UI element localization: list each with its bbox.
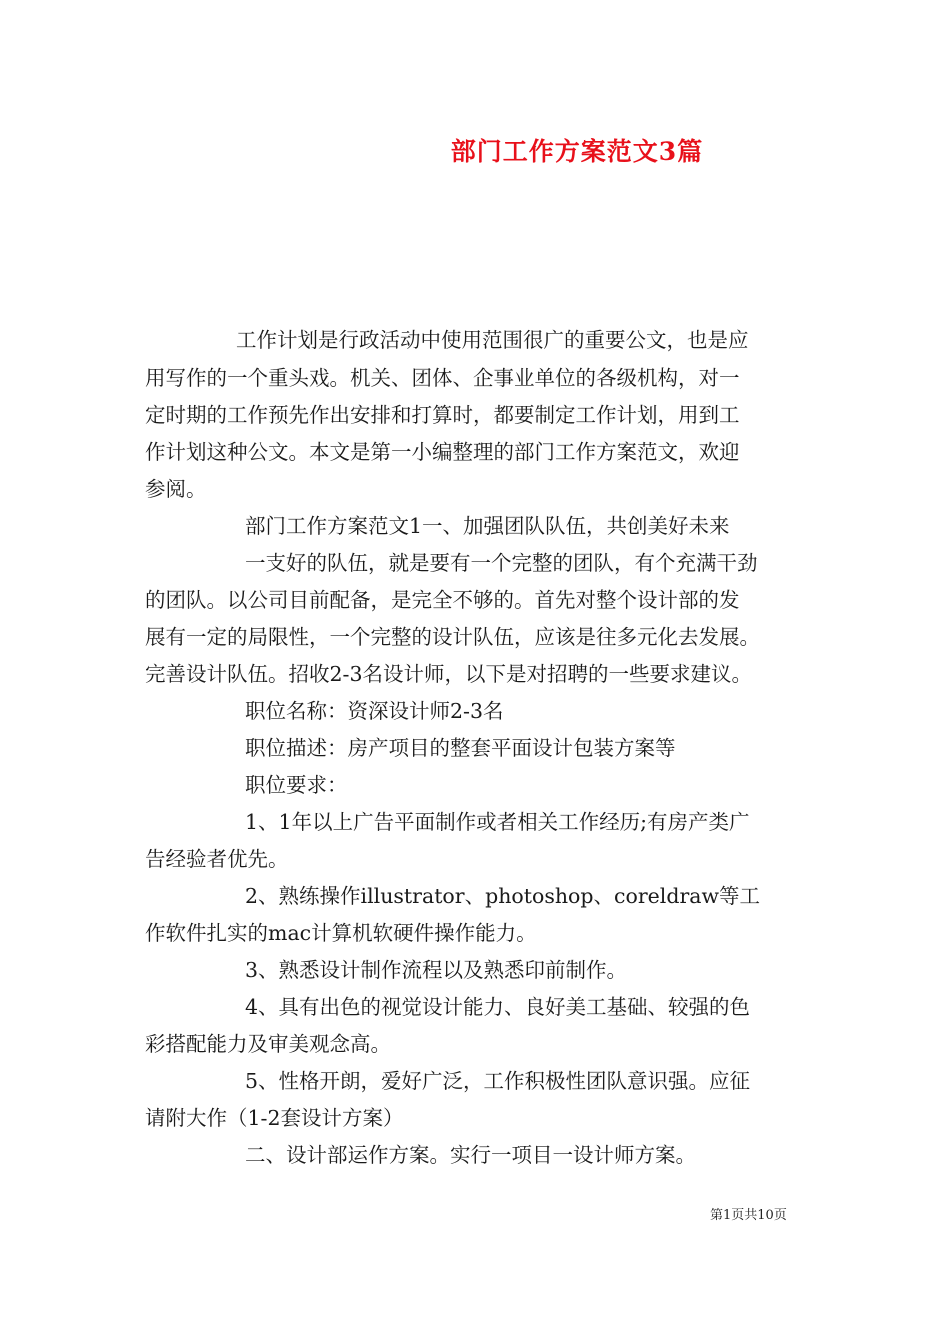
requirement-4-line-1: 4、具有出色的视觉设计能力、良好美工基础、较强的色 bbox=[245, 995, 751, 1019]
requirement-2-line-1: 2、熟练操作illustrator、photoshop、coreldraw等工 bbox=[245, 884, 761, 908]
requirement-5-line-1: 5、性格开朗，爱好广泛，工作积极性团队意识强。应征 bbox=[245, 1069, 751, 1093]
requirement-1-line-1: 1、1年以上广告平面制作或者相关工作经历;有房产类广 bbox=[245, 810, 750, 834]
job-requirements-label: 职位要求： bbox=[245, 773, 348, 797]
body-line-3: 定时期的工作预先作出安排和打算时，都要制定工作计划，用到工 bbox=[145, 403, 740, 427]
page-number: 第1页共10页 bbox=[710, 1208, 787, 1223]
section-heading-1: 部门工作方案范文1一、加强团队队伍，共创美好未来 bbox=[245, 514, 730, 538]
requirement-2-line-2: 作软件扎实的mac计算机软硬件操作能力。 bbox=[145, 921, 537, 945]
body-line-4: 作计划这种公文。本文是第一小编整理的部门工作方案范文，欢迎 bbox=[145, 440, 740, 464]
requirement-5-line-2: 请附大作（1-2套设计方案） bbox=[145, 1106, 404, 1130]
section-heading-2: 二、设计部运作方案。实行一项目一设计师方案。 bbox=[245, 1143, 696, 1167]
job-description-line: 职位描述：房产项目的整套平面设计包装方案等 bbox=[245, 736, 676, 760]
body-line-10: 完善设计队伍。招收2-3名设计师，以下是对招聘的一些要求建议。 bbox=[145, 662, 753, 686]
body-line-1: 工作计划是行政活动中使用范围很广的重要公文，也是应 bbox=[236, 328, 749, 352]
requirement-4-line-2: 彩搭配能力及审美观念高。 bbox=[145, 1032, 391, 1056]
job-title-line: 职位名称：资深设计师2-3名 bbox=[245, 699, 504, 723]
requirement-1-line-2: 告经验者优先。 bbox=[145, 847, 289, 871]
body-line-2: 用写作的一个重头戏。机关、团体、企事业单位的各级机构，对一 bbox=[145, 366, 740, 390]
body-line-9: 展有一定的局限性，一个完整的设计队伍，应该是往多元化去发展。 bbox=[145, 625, 760, 649]
body-line-8: 的团队。以公司目前配备，是完全不够的。首先对整个设计部的发 bbox=[145, 588, 740, 612]
document-title-text: 部门工作方案范文3篇 bbox=[450, 137, 704, 166]
requirement-3-line: 3、熟悉设计制作流程以及熟悉印前制作。 bbox=[245, 958, 628, 982]
body-line-7: 一支好的队伍，就是要有一个完整的团队，有个充满干劲 bbox=[245, 551, 758, 575]
document-title bbox=[0, 132, 950, 168]
body-line-5: 参阅。 bbox=[145, 477, 207, 501]
